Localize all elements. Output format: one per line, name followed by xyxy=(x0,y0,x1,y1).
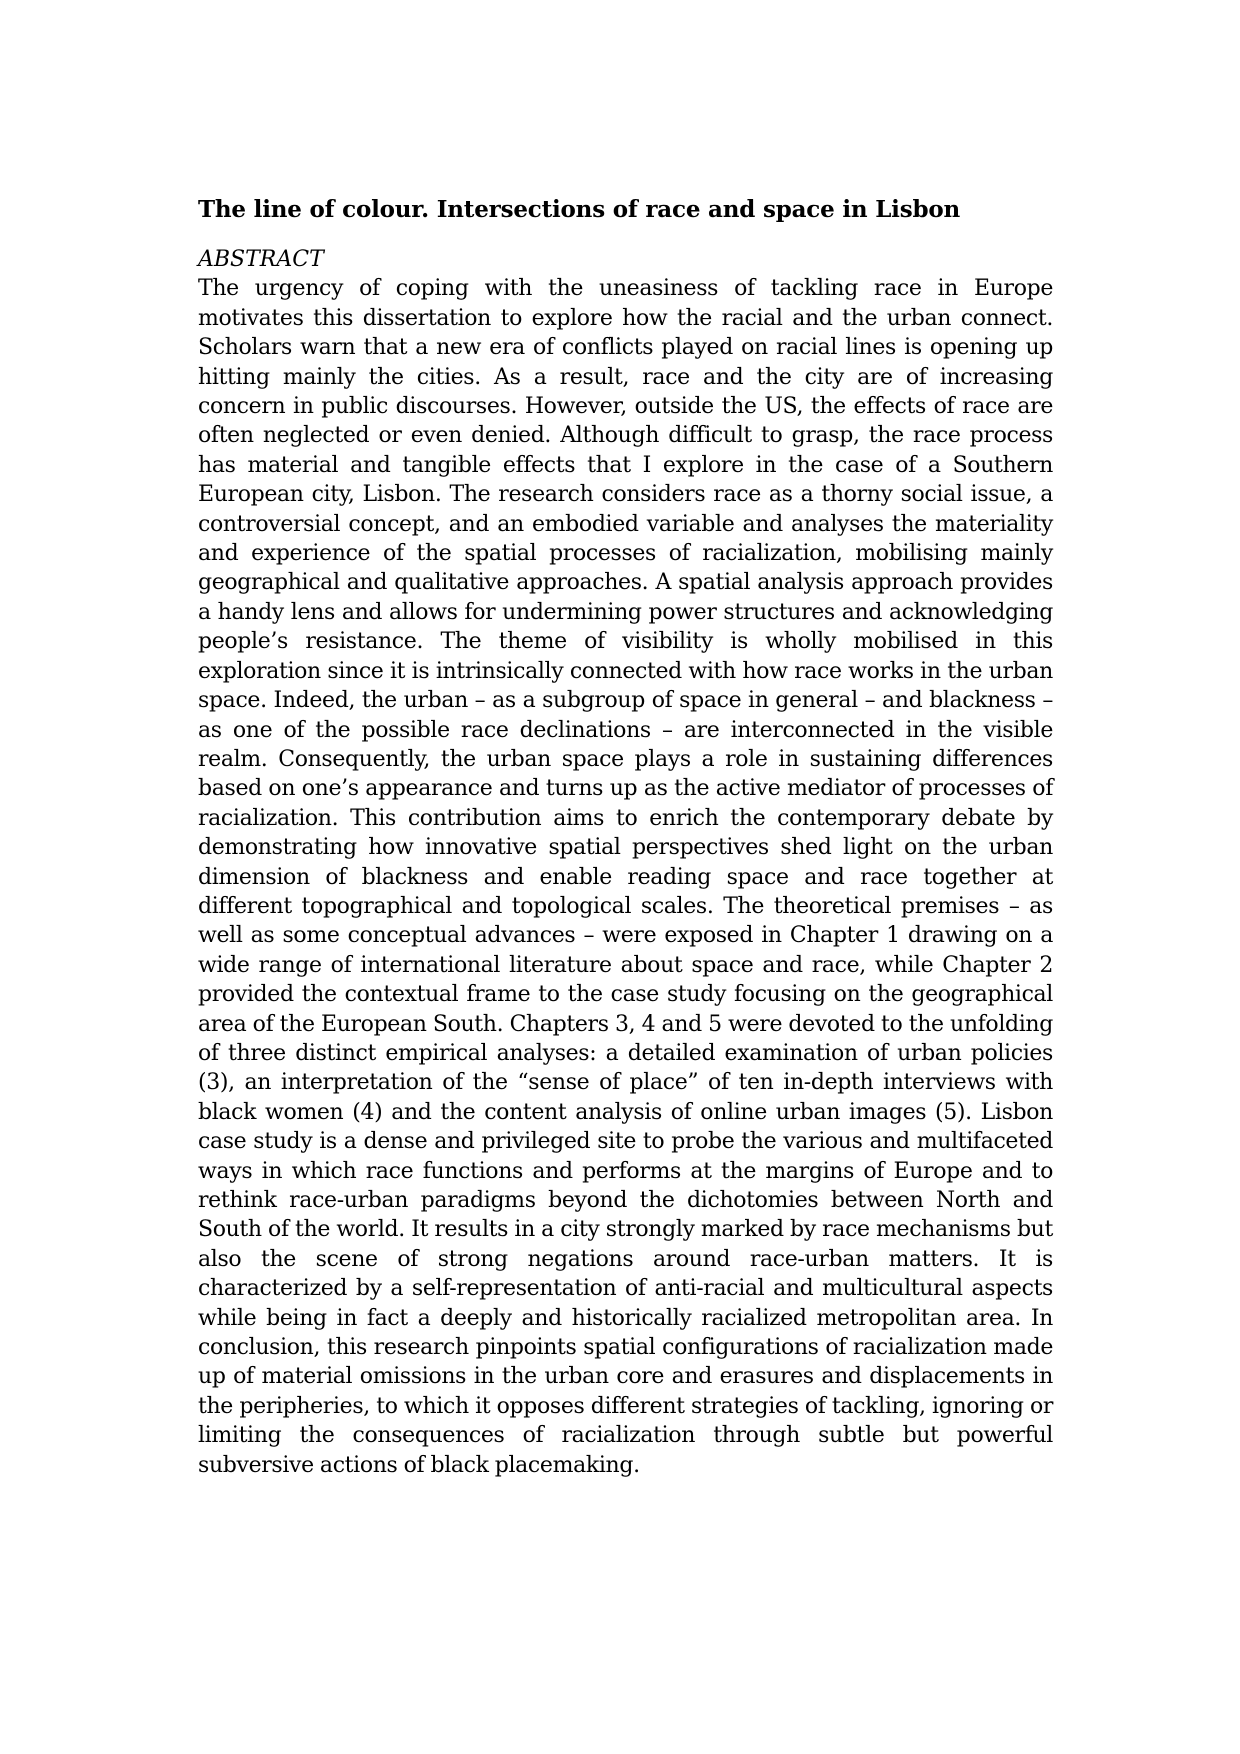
document-title: The line of colour. Intersections of race and space in Lisbon xyxy=(198,196,961,223)
abstract-heading: ABSTRACT xyxy=(198,247,324,272)
abstract-body: The urgency of coping with the uneasiness of tackling race in Europe motivates this dissertation to explore how the racial and the urban connect. Scholars warn that a new era of conflicts played on racial lines is opening up hitting mainly the cities. As a result, race and the city are of increasing concern in public discourses. However, outside the US, the effects of race are often neglected or even denied. Although difficult to grasp, the race process has material and tangible effects that I explore in the case of a Southern European city, Lisbon. The research considers race as a thorny social issue, a controversial concept, and an embodied variable and analyses the materiality and experience of the spatial processes of racialization, mobilising mainly geographical and qualitative approaches. A spatial analysis approach provides a handy lens and allows for undermining power structures and acknowledging people’s resistance. The theme of visibility is wholly mobilised in this exploration since it is intrinsically connected with how race works in the urban space. Indeed, the urban – as a subgroup of space in general – and blackness – as one of the possible race declinations – are interconnected in the visible realm. Consequently, the urban space plays a role in sustaining differences based on one’s appearance and turns up as the active mediator of processes of racialization. This contribution aims to enrich the contemporary debate by demonstrating how innovative spatial perspectives shed light on the urban dimension of blackness and enable reading space and race together at different topographical and topological scales. The theoretical premises – as well as some conceptual advances – were exposed in Chapter 1 drawing on a wide range of international literature about space and race, while Chapter 2 provided the contextual frame to the case study focusing on the geographical area of the European South. Chapters 3, 4 and 5 were devoted to the unfolding of three distinct empirical analyses: a detailed examination of urban policies (3), an interpretation of the “sense of place” of ten in-depth interviews with black women (4) and the content analysis of online urban images (5). Lisbon case study is a dense and privileged site to probe the various and multifaceted ways in which race functions and performs at the margins of Europe and to rethink race-urban paradigms beyond the dichotomies between North and South of the world. It results in a city strongly marked by race mechanisms but also the scene of strong negations around race-urban matters. It is characterized by a self-representation of anti-racial and multicultural aspects while being in fact a deeply and historically racialized metropolitan area. In conclusion, this research pinpoints spatial configurations of racialization made up of material omissions in the urban core and erasures and displacements in the peripheries, to which it opposes different strategies of tackling, ignoring or limiting the consequences of racialization through subtle but powerful subversive actions of black placemaking. xyxy=(198,276,1053,1478)
document-content xyxy=(198,195,1053,1480)
